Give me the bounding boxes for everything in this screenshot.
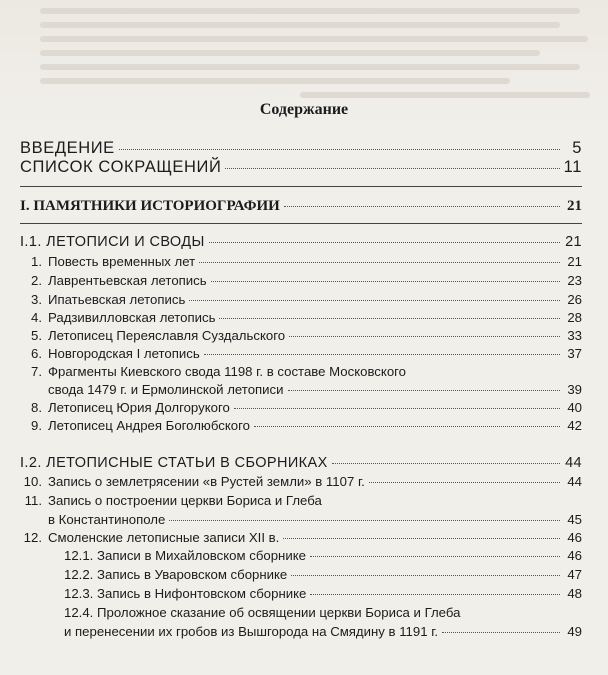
- dot-leader: [289, 336, 560, 337]
- toc-item-number: 1.: [31, 254, 42, 269]
- part-divider-bottom: [20, 223, 582, 224]
- toc-item[interactable]: [20, 364, 406, 379]
- dot-leader: [199, 262, 560, 263]
- toc-item-label: Запись о землетрясении «в Рустей земли» в 1107 г.: [48, 474, 365, 489]
- toc-item-page: 26: [567, 292, 582, 307]
- dot-leader: [169, 520, 560, 521]
- toc-item-number: 11.: [24, 493, 42, 508]
- toc-subitem-page: 47: [567, 567, 582, 582]
- toc-entry-page: 5: [572, 139, 582, 157]
- dot-leader: [284, 206, 560, 207]
- toc-subitem[interactable]: [64, 567, 582, 582]
- toc-item[interactable]: [20, 400, 582, 415]
- toc-item[interactable]: [20, 310, 582, 325]
- toc-section-chronicles[interactable]: [20, 234, 582, 250]
- toc-item-number: 5.: [31, 328, 42, 343]
- dot-leader: [442, 632, 560, 633]
- toc-item-label: Летописец Переяславля Суздальского: [48, 328, 286, 343]
- dot-leader: [225, 168, 559, 169]
- toc-item-page: 44: [567, 474, 582, 489]
- toc-section-page: 21: [565, 234, 582, 250]
- toc-item-page: 42: [567, 418, 582, 433]
- part-divider-top: [20, 186, 582, 187]
- toc-item-continuation[interactable]: [20, 512, 582, 527]
- toc-subitem-number: 12.2.: [64, 567, 94, 582]
- toc-item-label-continuation: в Константинополе: [48, 512, 166, 527]
- toc-item-page: 28: [567, 310, 582, 325]
- toc-item-label: Ипатьевская летопись: [48, 292, 186, 307]
- toc-subitem-number: 12.3.: [64, 586, 94, 601]
- dot-leader: [310, 556, 560, 557]
- toc-part-page: 21: [567, 198, 582, 214]
- toc-item-page: 21: [567, 254, 582, 269]
- toc-item[interactable]: [20, 418, 582, 433]
- toc-item-number: 8.: [31, 400, 42, 415]
- toc-subitem-label-continuation: и перенесении их гробов из Вышгорода на Смядину в 1191 г.: [64, 624, 439, 639]
- toc-item-number: 12.: [23, 530, 42, 545]
- toc-part-historiography[interactable]: [20, 198, 582, 215]
- dot-leader: [189, 300, 560, 301]
- toc-item-number: 3.: [31, 292, 42, 307]
- toc-item-number: 4.: [31, 310, 42, 325]
- toc-subitem-continuation[interactable]: [64, 624, 582, 639]
- toc-item-page: 39: [567, 382, 582, 397]
- dot-leader: [332, 463, 560, 464]
- toc-part-label: I. ПАМЯТНИКИ ИСТОРИОГРАФИИ: [20, 198, 280, 214]
- toc-section-label: I.1. ЛЕТОПИСИ И СВОДЫ: [20, 234, 205, 250]
- dot-leader: [211, 281, 560, 282]
- toc-entry-abbreviations[interactable]: [20, 158, 582, 177]
- toc-subitem-number: 12.4.: [64, 605, 94, 620]
- toc-subitem[interactable]: [64, 548, 582, 563]
- toc-item-label: Летописец Андрея Боголюбского: [48, 418, 250, 433]
- toc-section-label: I.2. ЛЕТОПИСНЫЕ СТАТЬИ В СБОРНИКАХ: [20, 455, 328, 471]
- toc-item-page: 40: [567, 400, 582, 415]
- page-title: Содержание: [259, 101, 349, 118]
- dot-leader: [209, 242, 560, 243]
- toc-item-label-continuation: свода 1479 г. и Ермолинской летописи: [48, 382, 284, 397]
- toc-item[interactable]: [20, 493, 322, 508]
- toc-item-label: Радзивилловская летопись: [48, 310, 216, 325]
- toc-subitem-number: 12.1.: [64, 548, 94, 563]
- toc-subitem-page: 46: [567, 548, 582, 563]
- toc-item-page: 45: [567, 512, 582, 527]
- toc-subitem-label: Запись в Уваровском сборнике: [97, 567, 288, 582]
- toc-item[interactable]: [20, 530, 582, 545]
- toc-item[interactable]: [20, 346, 582, 361]
- toc-subitem-page: 48: [567, 586, 582, 601]
- toc-item-label: Смоленские летописные записи XII в.: [48, 530, 280, 545]
- dot-leader: [219, 318, 560, 319]
- dot-leader: [204, 354, 560, 355]
- toc-entry-label: ВВЕДЕНИЕ: [20, 139, 115, 157]
- dot-leader: [369, 482, 560, 483]
- toc-item[interactable]: [20, 254, 582, 269]
- toc-subitem[interactable]: [64, 586, 582, 601]
- toc-item[interactable]: [20, 328, 582, 343]
- dot-leader: [310, 594, 560, 595]
- toc-entry-introduction[interactable]: [20, 139, 582, 158]
- toc-section-page: 44: [565, 455, 582, 471]
- dot-leader: [119, 149, 560, 150]
- toc-item-label: Запись о построении церкви Бориса и Глеба: [48, 493, 322, 508]
- toc-item-number: 9.: [31, 418, 42, 433]
- toc-item-number: 6.: [31, 346, 42, 361]
- dot-leader: [291, 575, 560, 576]
- toc-item-label: Новгородская I летопись: [48, 346, 200, 361]
- dot-leader: [234, 408, 560, 409]
- toc-item-number: 10.: [23, 474, 42, 489]
- toc-item-label: Повесть временных лет: [48, 254, 196, 269]
- toc-entry-label: СПИСОК СОКРАЩЕНИЙ: [20, 158, 222, 176]
- toc-item[interactable]: [20, 292, 582, 307]
- toc-item-page: 33: [567, 328, 582, 343]
- toc-item-label: Фрагменты Киевского свода 1198 г. в составе Московского: [48, 364, 407, 379]
- toc-section-collections[interactable]: [20, 455, 582, 471]
- toc-item-number: 2.: [31, 273, 42, 288]
- toc-item-label: Лаврентьевская летопись: [48, 273, 207, 288]
- toc-entry-page: 11: [563, 158, 582, 176]
- toc-subitem-label: Записи в Михайловском сборнике: [97, 548, 306, 563]
- toc-item-page: 23: [567, 273, 582, 288]
- dot-leader: [288, 390, 561, 391]
- toc-item[interactable]: [20, 273, 582, 288]
- toc-item-page: 46: [567, 530, 582, 545]
- toc-item-number: 7.: [31, 364, 42, 379]
- toc-item-continuation[interactable]: [20, 382, 582, 397]
- toc-item-page: 37: [567, 346, 582, 361]
- toc-item-label: Летописец Юрия Долгорукого: [48, 400, 230, 415]
- toc-subitem-page: 49: [567, 624, 582, 639]
- toc-item[interactable]: [20, 474, 582, 489]
- dot-leader: [254, 426, 560, 427]
- toc-subitem-label: Проложное сказание об освящении церкви Бориса и Глеба: [97, 605, 461, 620]
- toc-subitem-label: Запись в Нифонтовском сборнике: [97, 586, 307, 601]
- dot-leader: [283, 538, 560, 539]
- toc-subitem[interactable]: [64, 605, 460, 620]
